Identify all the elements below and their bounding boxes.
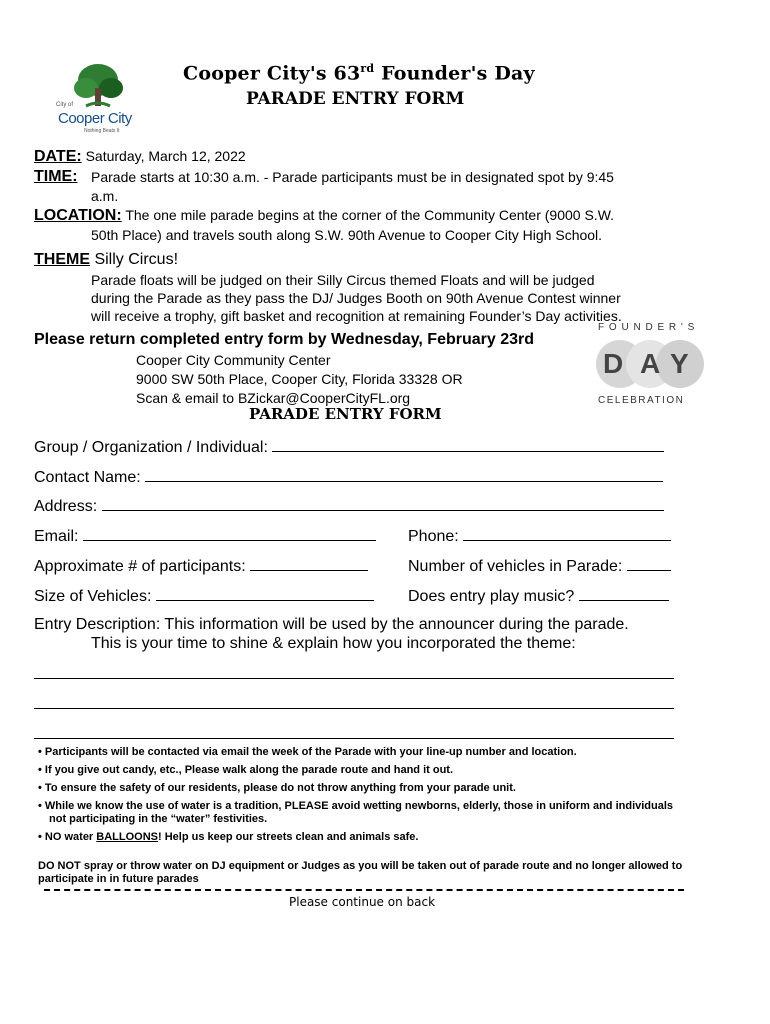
list-item: • While we know the use of water is a tradition, PLEASE avoid wetting newborns, elderly, those in uniform and individuals (38, 800, 674, 812)
form-title: PARADE ENTRY FORM (249, 405, 442, 423)
vehicles-field[interactable]: Number of vehicles in Parade: (408, 556, 671, 576)
participants-field[interactable]: Approximate # of participants: (34, 556, 368, 576)
theme-row: THEME Silly Circus! (34, 251, 179, 268)
list-item: • Participants will be contacted via email the week of the Parade with your line-up number and location. (38, 746, 577, 758)
return-heading: Please return completed entry form by Wednesday, February 23rd (34, 331, 535, 348)
logo-small-top: City of (56, 102, 74, 108)
entry-description-sublabel: This is your time to shine & explain how you incorporated the theme: (91, 635, 576, 652)
entry-description-label: Entry Description: This information will be used by the announcer during the parade. (34, 616, 629, 633)
contact-name-field[interactable]: Contact Name: (34, 467, 663, 487)
location-line-2: 50th Place) and travels south along S.W. 90th Avenue to Cooper City High School. (91, 227, 603, 243)
vehicle-size-field[interactable]: Size of Vehicles: (34, 586, 374, 606)
music-field[interactable]: Does entry play music? (408, 586, 669, 606)
page-subtitle: PARADE ENTRY FORM (246, 89, 465, 109)
email-field[interactable]: Email: (34, 526, 376, 546)
date-row: DATE: Saturday, March 12, 2022 (34, 148, 246, 165)
continue-note: Please continue on back (289, 895, 436, 909)
page-title: Cooper City's 63rd Founder's Day (183, 62, 535, 85)
group-field[interactable]: Group / Organization / Individual: (34, 437, 664, 457)
logo-text: Cooper City (58, 110, 132, 127)
list-item-continued: not participating in the “water” festivities. (49, 813, 268, 825)
list-item: • To ensure the safety of our residents, please do not throw anything from your parade unit. (38, 782, 516, 794)
entry-description-line-3[interactable] (34, 738, 674, 739)
logo-small-bottom: Nothing Beats It (84, 128, 120, 134)
list-item: • If you give out candy, etc., Please walk along the parade route and hand it out. (38, 764, 454, 776)
warning-text: DO NOT spray or throw water on DJ equipment or Judges as you will be taken out of parade route and no longer allowed to participate in in future parades (38, 860, 683, 885)
return-address: Cooper City Community Center 9000 SW 50th Place, Cooper City, Florida 33328 OR Scan & email to BZickar@CooperCityFL.org (136, 352, 463, 406)
divider (44, 889, 684, 891)
entry-description-line-2[interactable] (34, 708, 674, 709)
list-item: • NO water BALLOONS! Help us keep our streets clean and animals safe. (38, 831, 419, 843)
founders-day-badge: F O U N D E R ' S D A Y CELEBRATION (594, 322, 706, 408)
phone-field[interactable]: Phone: (408, 526, 671, 546)
theme-description: Parade floats will be judged on their Silly Circus themed Floats and will be judged during the Parade as they pass the DJ/ Judges Booth on 90th Avenue Contest winner will receive a trophy, gift basket and recognition at remaining Founder’s Day activities. (91, 272, 622, 324)
time-row: TIME: Parade starts at 10:30 a.m. - Parade participants must be in designated spot by 9:45 a.m. (34, 168, 614, 204)
entry-description-line-1[interactable] (34, 678, 674, 679)
cooper-city-logo (56, 58, 138, 138)
location-row: LOCATION: The one mile parade begins at the corner of the Community Center (9000 S.W. (34, 207, 615, 224)
rules-list (38, 746, 738, 844)
address-field[interactable]: Address: (34, 496, 664, 516)
